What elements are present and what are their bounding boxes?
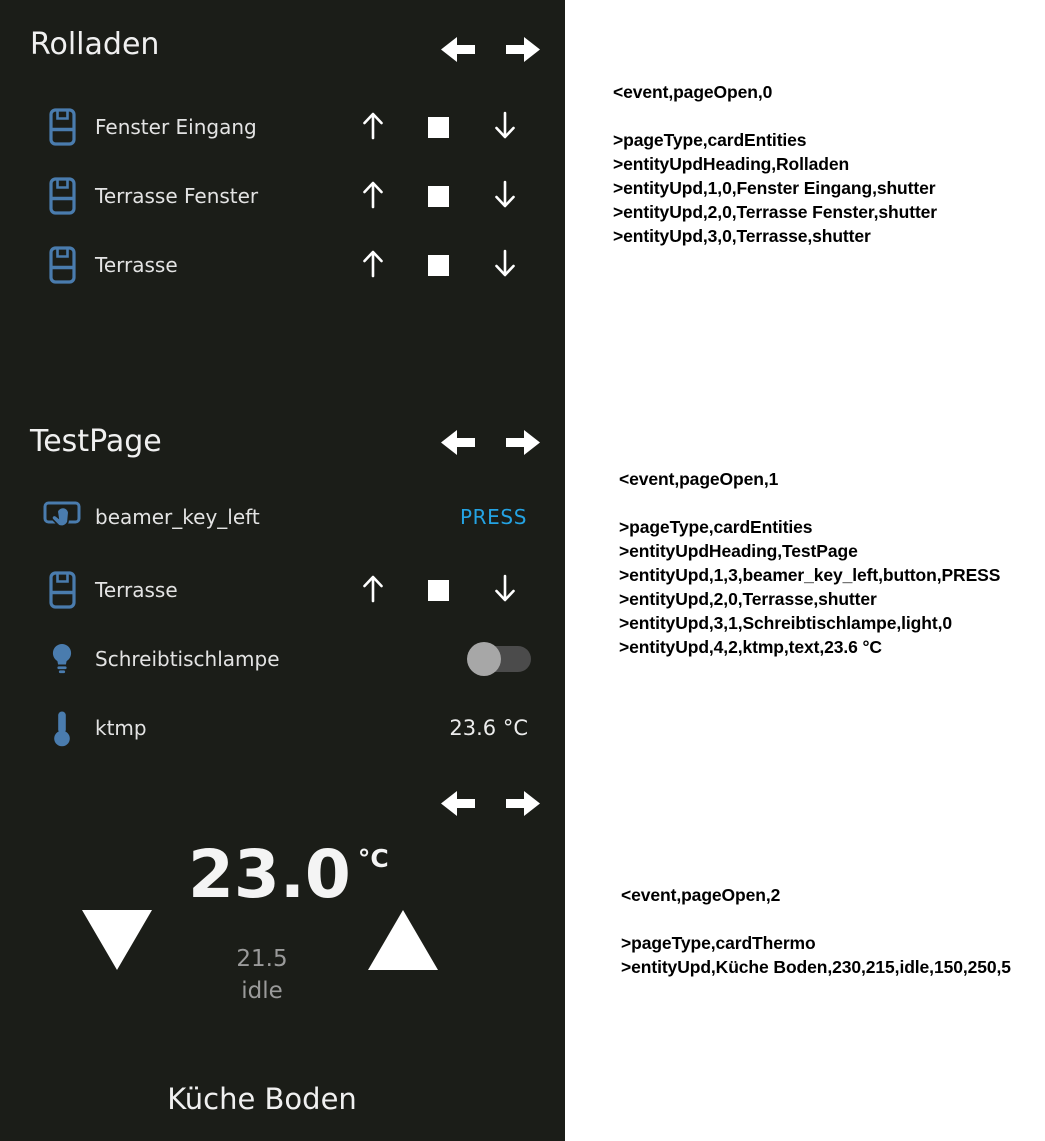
light-toggle-switch[interactable] [467,637,531,681]
temperature-unit-label: °C [357,844,389,873]
arrow-right-icon [506,36,541,67]
protocol-log-line: >entityUpd,Küche Boden,230,215,idle,150,250,5 [621,957,1011,977]
stop-icon [428,255,449,276]
shutter-stop-button[interactable] [427,105,449,149]
thermometer-icon [40,706,84,750]
entity-label: Fenster Eingang [95,115,257,139]
protocol-log-line: >entityUpd,3,0,Terrasse,shutter [613,226,871,246]
nav-prev-button-rolladen[interactable] [439,37,475,65]
shutter-down-button[interactable] [486,568,524,612]
hvac-state: idle [241,978,283,1004]
nav-next-button-rolladen[interactable] [505,37,541,65]
arrow-left-icon [440,429,475,460]
arrow-left-icon [440,36,475,67]
arrow-up-icon [359,248,387,283]
shutter-up-button[interactable] [354,243,392,287]
protocol-log-line [621,907,1011,931]
shutter-icon [40,568,84,612]
entity-row [0,568,565,612]
protocol-log-line [613,104,937,128]
shutter-stop-button[interactable] [427,243,449,287]
protocol-log-line: >entityUpd,1,3,beamer_key_left,button,PRESS [619,565,1001,585]
shutter-down-button[interactable] [486,105,524,149]
entity-row [0,637,565,681]
press-button[interactable]: PRESS [460,495,527,539]
arrow-down-icon [491,573,519,608]
protocol-log-block [619,467,1000,659]
shutter-stop-button[interactable] [427,174,449,218]
lightbulb-icon [40,637,84,681]
arrow-up-icon [359,573,387,608]
shutter-icon [40,174,84,218]
protocol-log-line [619,491,1000,515]
arrow-down-icon [491,248,519,283]
protocol-log-line: >entityUpd,1,0,Fenster Eingang,shutter [613,178,936,198]
page-title: TestPage [30,424,162,459]
nav-next-button-thermo[interactable] [505,791,541,819]
temp-decrease-button[interactable] [80,908,154,972]
protocol-log-line: <event,pageOpen,2 [621,885,781,905]
shutter-icon [40,243,84,287]
protocol-log-line: <event,pageOpen,1 [619,469,779,489]
stop-icon [428,117,449,138]
nav-next-button-testpage[interactable] [505,430,541,458]
protocol-log-line: >entityUpdHeading,Rolladen [613,154,850,174]
arrow-right-icon [506,790,541,821]
arrow-down-icon [491,110,519,145]
protocol-log-line: >entityUpd,2,0,Terrasse,shutter [619,589,877,609]
arrow-up-icon [359,110,387,145]
entity-label: Terrasse [95,253,178,277]
current-temperature [188,836,389,913]
shutter-down-button[interactable] [486,243,524,287]
entity-row [0,243,565,287]
protocol-log-block [621,883,1011,979]
target-temperature: 21.5 [236,946,288,972]
shutter-up-button[interactable] [354,568,392,612]
protocol-log-line: >pageType,cardEntities [619,517,813,537]
temp-increase-button[interactable] [366,908,440,972]
protocol-log-block [613,80,937,248]
tap-button-icon [40,495,84,539]
shutter-stop-button[interactable] [427,568,449,612]
protocol-log-line: >entityUpdHeading,TestPage [619,541,858,561]
toggle-knob [467,642,501,676]
entity-row [0,706,565,750]
arrow-left-icon [440,790,475,821]
stop-icon [428,186,449,207]
protocol-log-line: >entityUpd,3,1,Schreibtischlampe,light,0 [619,613,952,633]
protocol-log-line: <event,pageOpen,0 [613,82,773,102]
page-title: Rolladen [30,27,160,62]
shutter-icon [40,105,84,149]
arrow-right-icon [506,429,541,460]
protocol-log-line: >entityUpd,2,0,Terrasse Fenster,shutter [613,202,938,222]
entity-label: Terrasse [95,578,178,602]
protocol-log-line: >pageType,cardThermo [621,933,816,953]
nav-prev-button-testpage[interactable] [439,430,475,458]
entity-label: Terrasse Fenster [95,184,259,208]
protocol-log-line: >entityUpd,4,2,ktmp,text,23.6 °C [619,637,882,657]
entity-row [0,105,565,149]
entity-label: beamer_key_left [95,505,260,529]
current-temperature-value: 23.0 [188,836,351,913]
thermostat-entity-name: Küche Boden [167,1082,357,1116]
entity-label: ktmp [95,716,147,740]
triangle-up-icon [366,908,440,972]
protocol-log-line: >pageType,cardEntities [613,130,807,150]
arrow-down-icon [491,179,519,214]
entity-row [0,174,565,218]
stop-icon [428,580,449,601]
entity-row [0,495,565,539]
arrow-up-icon [359,179,387,214]
triangle-down-icon [80,908,154,972]
shutter-up-button[interactable] [354,174,392,218]
sensor-value: 23.6 °C [449,716,528,740]
entity-label: Schreibtischlampe [95,647,280,671]
shutter-down-button[interactable] [486,174,524,218]
nav-prev-button-thermo[interactable] [439,791,475,819]
shutter-up-button[interactable] [354,105,392,149]
